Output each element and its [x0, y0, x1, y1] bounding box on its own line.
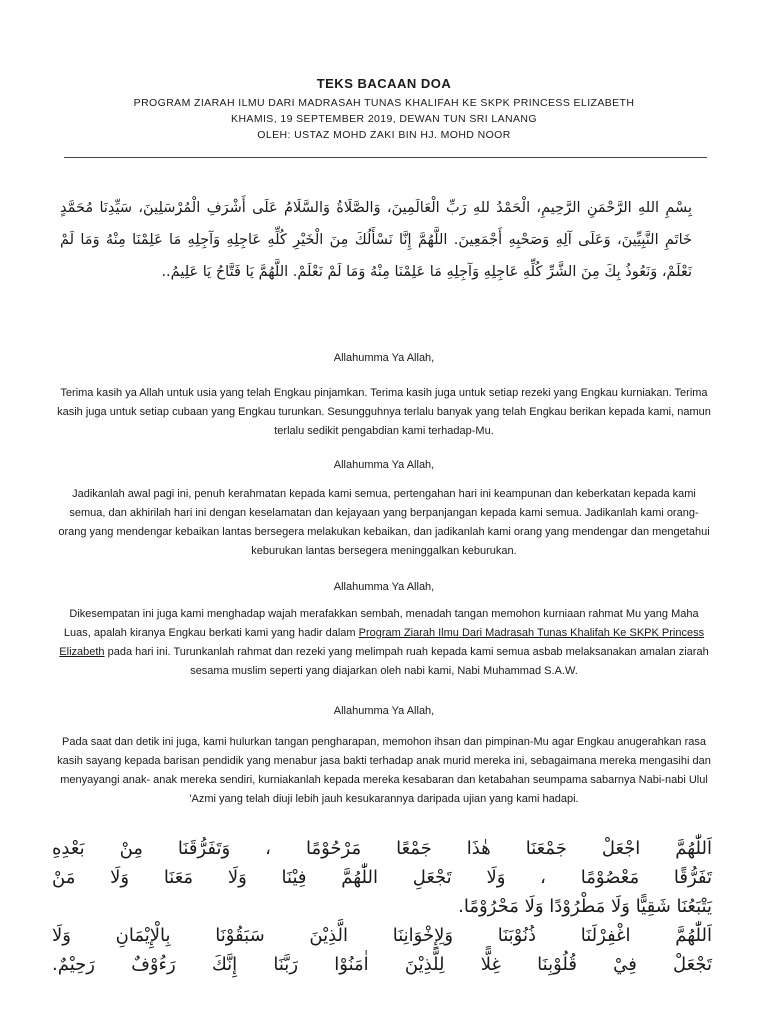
speaker-line: OLEH: USTAZ MOHD ZAKI BIN HJ. MOHD NOOR: [257, 129, 511, 141]
invocation-heading: Allahumma Ya Allah,: [333, 459, 435, 471]
paragraph-gratitude: Terima kasih ya Allah untuk usia yang telah Engkau pinjamkan. Terima kasih juga untuk setiap rezeki yang Engkau kurniakan. Terima kasih juga untuk setiap cubaan yang Engkau turunkan. Sesungguhnya terlalu banyak yang telah Engkau berikan kepada kami, namun terlalu sedikit pengabdian kami terhadap-Mu.: [57, 387, 711, 437]
document-title: TEKS BACAAN DOA: [316, 76, 452, 91]
arabic-opening-prayer: بِسْمِ اللهِ الرَّحْمَنِ الرَّحِيمِ، الْحَمْدُ للهِ رَبِّ الْعَالَمِينَ، وَالصَّلَاةُ وَالسَّلَامُ عَلَى أَشْرَفِ الْمُرْسَلِينَ، سَيِّدِنَا مُحَمَّدٍ خَاتَمِ النَّبِيِّينَ، وَعَلَى آلِهِ وَصَحْبِهِ أَجْمَعِينَ. اللَّهُمَّ إِنَّا نَسْأَلُكَ مِنَ الْخَيْرِ كُلِّهِ عَاجِلِهِ وَآجِلِهِ مَا عَلِمْنَا مِنْهُ وَمَا لَمْ نَعْلَمْ، وَنَعُوذُ بِكَ مِنَ الشَّرِّ كُلِّهِ عَاجِلِهِ وَآجِلِهِ مَا عَلِمْنَا مِنْهُ وَمَا لَمْ نَعْلَمْ. اللَّهُمَّ يَا فَتَّاحُ يَا عَلِيمُ..: [60, 200, 692, 280]
event-date-venue: KHAMIS, 19 SEPTEMBER 2019, DEWAN TUN SRI LANANG: [231, 113, 537, 125]
arabic-line: يَتْبَعُنَا شَقِيًّا وَلَا مَطْرُوْدًا وَلَا مَحْرُوْمًا.: [458, 896, 712, 917]
paragraph-morning-blessing: Jadikanlah awal pagi ini, penuh kerahmatan kepada kami semua, pertengahan hari ini keampunan dan keberkatan kepada kami semua, dan akhirilah hari ini dengan keselamatan dan kejayaan yang berpanjangan kepada kami semua. Jadikanlah kami orang-orang yang mendengar kebaikan lantas bersegera melakukan kebaikan, dan jadikanlah kami orang yang mendengar dan mengetahui keburukan lantas bersegera meninggalkan keburukan.: [58, 488, 710, 557]
arabic-line: اَللّٰهُمَّ اجْعَلْ جَمْعَنَا هٰذَا جَمْعًا مَرْحُوْمًا ، وَتَفَرُّقَنَا مِنْ بَعْدِهِ: [52, 838, 712, 859]
invocation-heading: Allahumma Ya Allah,: [333, 705, 435, 717]
paragraph-program-blessing: [56, 605, 712, 681]
invocation-heading: Allahumma Ya Allah,: [333, 581, 435, 593]
paragraph-text: pada hari ini. Turunkanlah rahmat dan rezeki yang melimpah ruah kepada kami semua asbab melaksanakan amalan ziarah sesama muslim seperti yang diajarkan oleh nabi kami, Nabi Muhammad S.A.W.: [104, 646, 709, 677]
program-link[interactable]: Program Ziarah Ilmu Dari Madrasah Tunas Khalifah Ke SKPK Princess Elizabeth: [59, 627, 705, 658]
program-name: PROGRAM ZIARAH ILMU DARI MADRASAH TUNAS KHALIFAH KE SKPK PRINCESS ELIZABETH: [133, 97, 635, 109]
arabic-closing-prayer: [52, 834, 712, 979]
invocation-heading: Allahumma Ya Allah,: [333, 352, 435, 364]
paragraph-text: Dikesempatan ini juga kami menghadap wajah merafakkan sembah, menadah tangan memohon kurniaan rahmat Mu yang Maha Luas, apalah kiranya Engkau berkati kami yang hadir dalam: [63, 608, 699, 639]
arabic-line: اَللّٰهُمَّ اغْفِرْلَنَا ذُنُوْبَنَا وَلِإِخْوَانِنَا الَّذِيْنَ سَبَقُوْنَا بِالْإِيْمَانِ وَلَا: [52, 925, 712, 946]
paragraph-teachers: Pada saat dan detik ini juga, kami hulurkan tangan pengharapan, memohon ihsan dan pimpinan-Mu agar Engkau anugerahkan rasa kasih sayang kepada barisan pendidik yang menabur jasa bakti terhadap anak murid mereka ini, sebagaimana mereka mengasihi dan menyayangi anak- anak mereka sendiri, kurniakanlah kepada mereka kesabaran dan ketabahan seumpama sabarnya Nabi-nabi Ulul 'Azmi yang telah diuji lebih jauh kesukarannya daripada ujian yang kami hadapi.: [57, 736, 711, 805]
arabic-line: تَفَرُّقًا مَعْصُوْمًا ، وَلَا تَجْعَلِ اللّٰهُمَّ فِيْنَا وَلَا مَعَنَا وَلَا مَنْ: [52, 867, 712, 888]
arabic-line: تَجْعَلْ فِيْ قُلُوْبِنَا غِلًّا لِلَّذِيْنَ اٰمَنُوْا رَبَّنَا إِنَّكَ رَءُوْفٌ رَحِيْمٌ.: [52, 954, 712, 975]
header-divider: [64, 157, 707, 158]
